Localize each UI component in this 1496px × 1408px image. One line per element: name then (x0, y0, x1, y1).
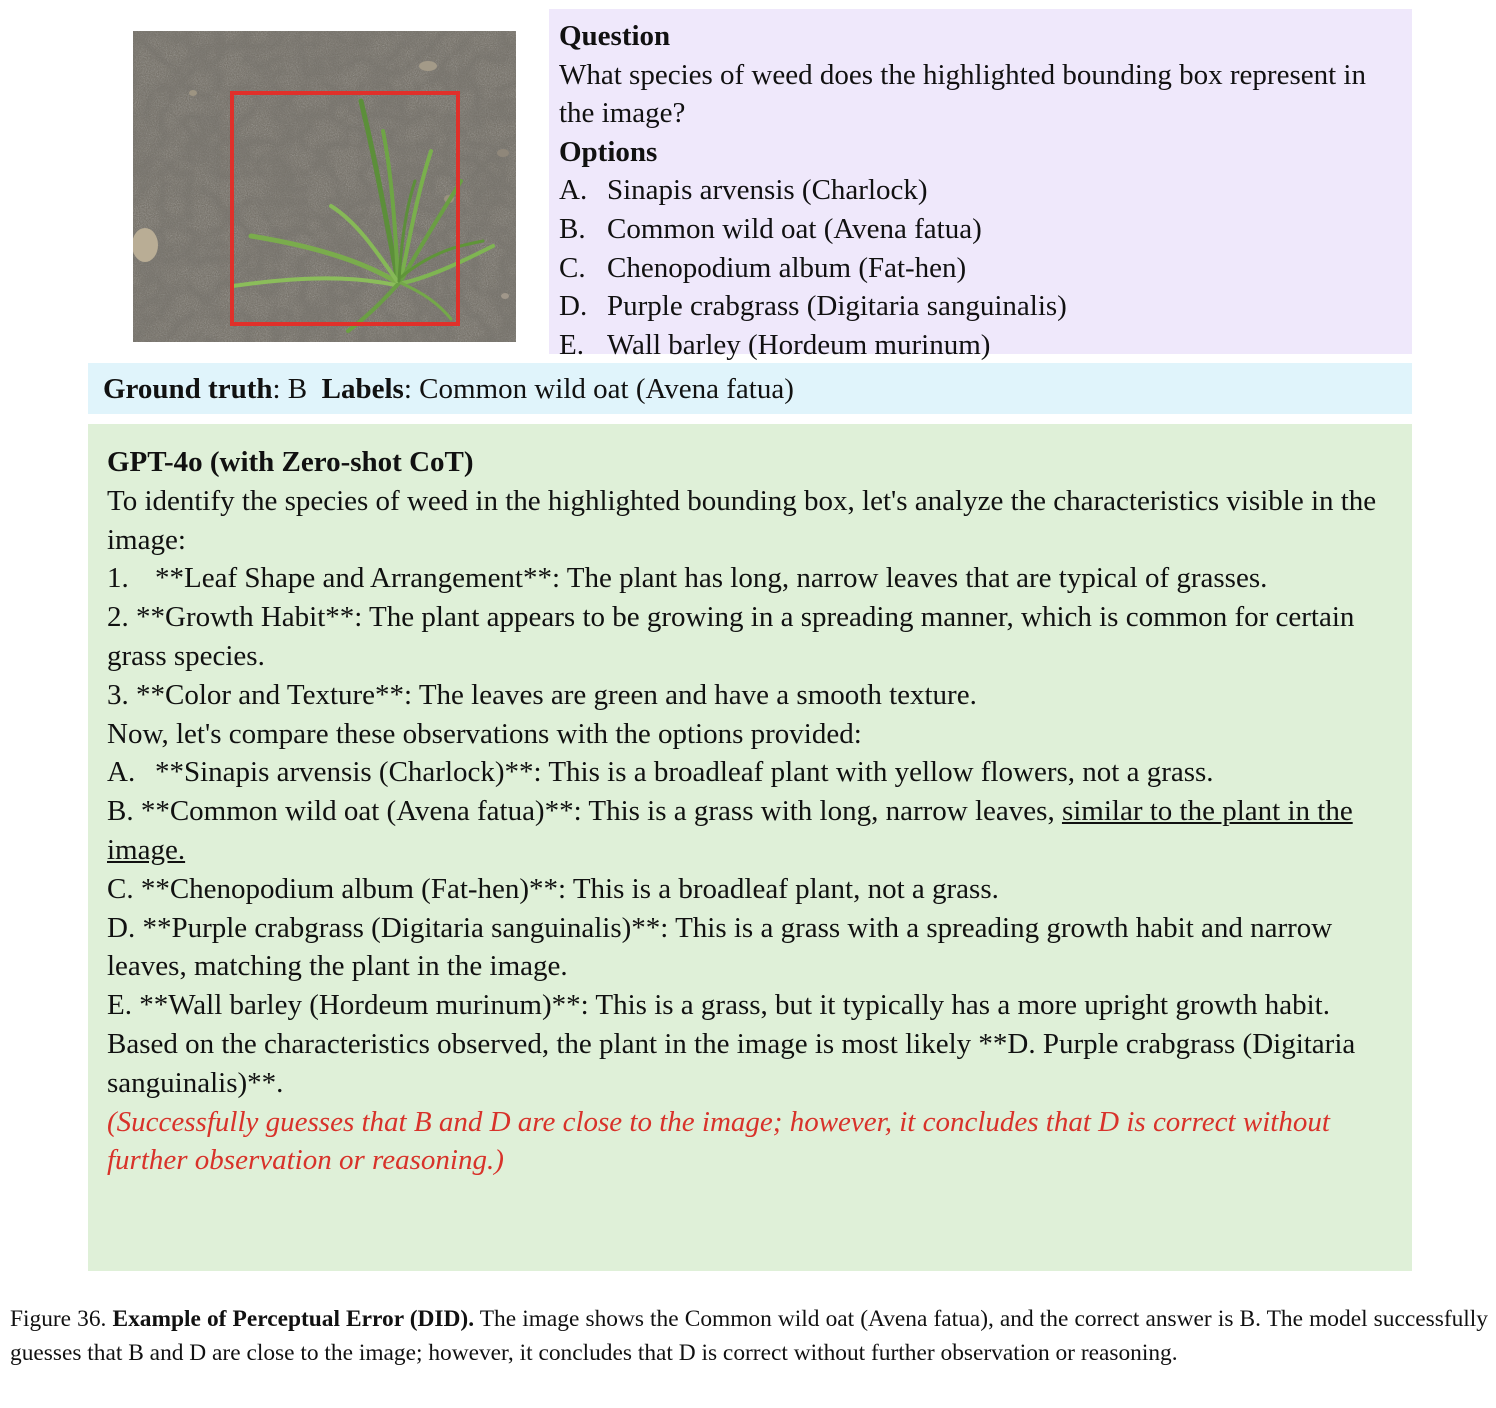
model-title: GPT-4o (with Zero-shot CoT) (107, 446, 474, 478)
question-heading: Question (559, 20, 671, 52)
answer-option-a (107, 753, 1393, 792)
option-b (559, 210, 1402, 249)
step-text: **Leaf Shape and Arrangement**: The plant has long, narrow leaves that are typical of grasses. (155, 562, 1268, 595)
question-text: What species of weed does the highlighted bounding box represent in the image? (559, 58, 1366, 130)
option-d (559, 287, 1402, 326)
option-number: A. (107, 756, 136, 789)
option-letter: B. (559, 212, 586, 245)
error-critique: (Successfully guesses that B and D are close to the image; however, it concludes that D is correct without further observation or reasoning.) (107, 1105, 1330, 1177)
answer-option-b (107, 792, 1393, 870)
model-answer-panel (88, 424, 1412, 1271)
option-text: Purple crabgrass (Digitaria sanguinalis) (607, 290, 1067, 323)
labels-label: Labels (321, 373, 404, 405)
step-number: 1. (107, 562, 129, 595)
answer-step-3: 3. **Color and Texture**: The leaves are green and have a smooth texture. (107, 678, 977, 711)
answer-conclusion: Based on the characteristics observed, the plant in the image is most likely **D. Purple crabgrass (Digitaria sanguinalis)**. (107, 1027, 1356, 1099)
weed-photo (133, 31, 516, 342)
option-analysis: B. **Common wild oat (Avena fatua)**: This is a grass with long, narrow leaves, (107, 795, 1055, 828)
option-c (559, 249, 1402, 288)
option-e (559, 326, 1402, 365)
option-analysis: **Sinapis arvensis (Charlock)**: This is a broadleaf plant with yellow flowers, not a grass. (155, 756, 1214, 789)
caption-title: Example of Perceptual Error (DID). (112, 1306, 475, 1332)
labels-value: Common wild oat (Avena fatua) (419, 373, 794, 405)
answer-option-c: C. **Chenopodium album (Fat-hen)**: This is a broadleaf plant, not a grass. (107, 872, 999, 905)
option-text: Chenopodium album (Fat-hen) (607, 251, 967, 284)
answer-step-2: 2. **Growth Habit**: The plant appears to be growing in a spreading manner, which is common for certain grass species. (107, 601, 1355, 672)
underlined-phrase: similar to the plant in the image. (107, 795, 1353, 866)
answer-intro: To identify the species of weed in the highlighted bounding box, let's analyze the characteristics visible in the image: (107, 484, 1377, 556)
option-letter: E. (559, 328, 584, 361)
question-panel (549, 9, 1412, 361)
option-letter: A. (559, 174, 588, 207)
caption-text: The image shows the Common wild oat (Avena fatua), and the correct answer is B. The model successfully guesses that B and D are close to the image; however, it concludes that D is correct without further observation or reasoning. (10, 1306, 1488, 1366)
answer-step-1 (107, 559, 1393, 598)
colon: : (403, 373, 420, 405)
option-text: Wall barley (Hordeum murinum) (607, 328, 991, 361)
option-text: Common wild oat (Avena fatua) (607, 212, 982, 245)
colon: : (272, 373, 288, 405)
option-letter: C. (559, 251, 586, 284)
ground-truth-panel (88, 363, 1412, 414)
ground-truth-value: B (287, 373, 308, 405)
options-heading: Options (559, 135, 658, 168)
option-text: Sinapis arvensis (Charlock) (607, 174, 928, 207)
option-letter: D. (559, 290, 588, 323)
ground-truth-label: Ground truth (103, 373, 273, 405)
figure-number: Figure 36. (10, 1306, 107, 1332)
figure-caption (10, 1303, 1488, 1370)
answer-compare: Now, let's compare these observations with the options provided: (107, 717, 862, 750)
option-a (559, 171, 1402, 210)
answer-option-e: E. **Wall barley (Hordeum murinum)**: This is a grass, but it typically has a more upright growth habit. (107, 989, 1330, 1022)
answer-option-d: D. **Purple crabgrass (Digitaria sanguinalis)**: This is a grass with a spreading growth habit and narrow leaves, matching the plant in the image. (107, 911, 1333, 983)
weed-photo-image (133, 31, 516, 342)
